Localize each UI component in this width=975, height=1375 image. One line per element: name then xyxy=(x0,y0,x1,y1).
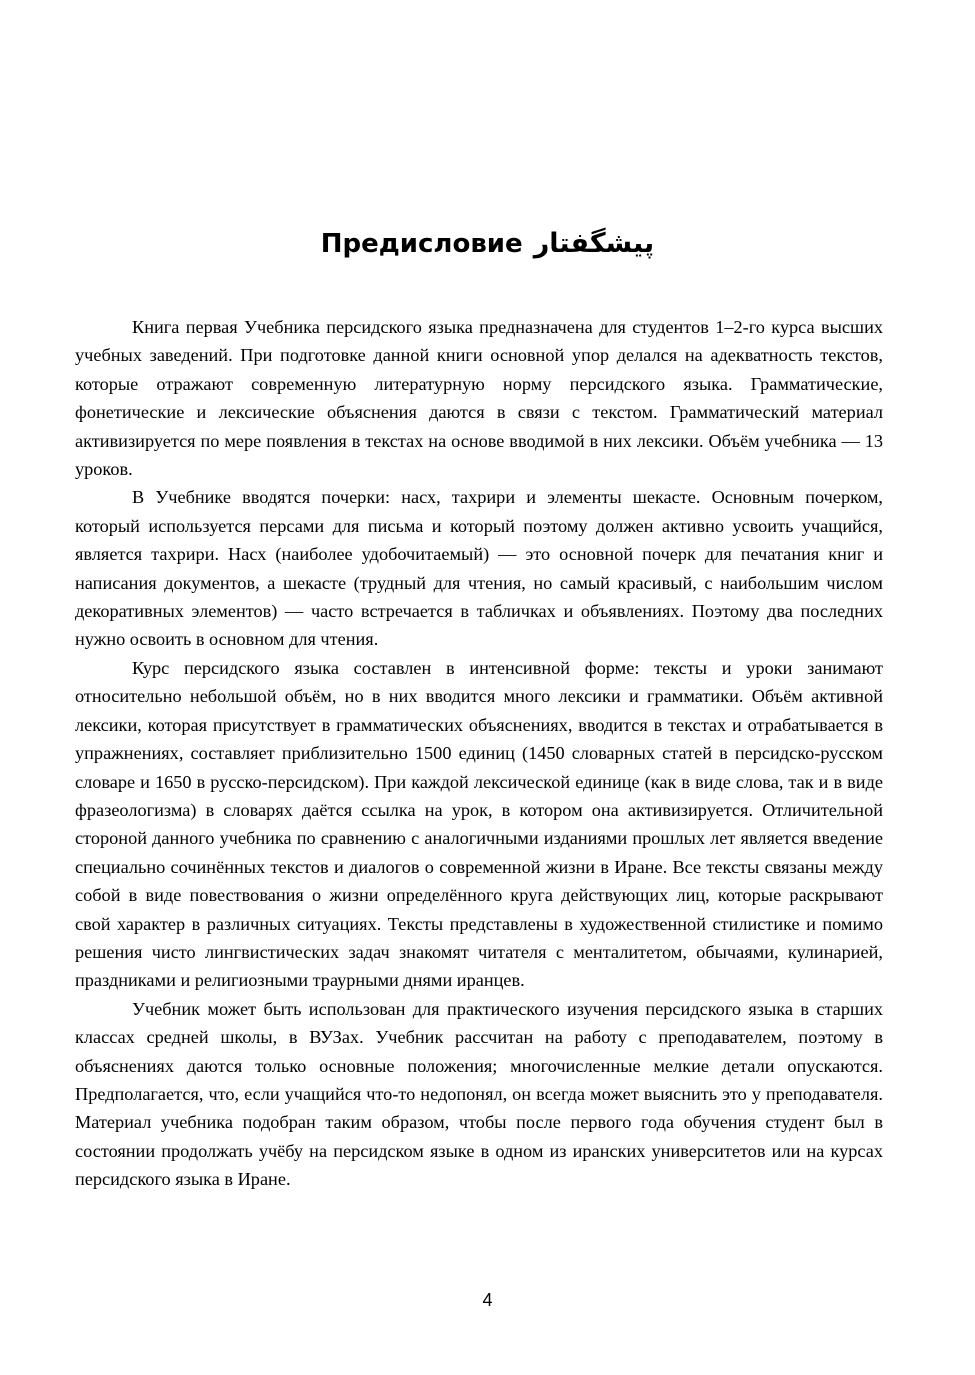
page-title xyxy=(0,224,975,264)
paragraph-usage: Учебник может быть использован для практического изучения персидского языка в старших классах средней школы, в ВУЗах. Учебник рассчитан на работу с преподавателем, поэтому в объяснениях даются только основные положения; многочисленные мелкие детали опускаются. Предполагается, что, если учащийся что-то недопонял, он всегда может выяснить это у преподавателя. Материал учебника подобран таким образом, чтобы после первого года обучения студент был в состоянии продолжать учёбу на персидском языке в одном из иранских университетов или на курсах персидского языка в Иране. xyxy=(75,998,883,1190)
page-number: 4 xyxy=(482,1290,493,1310)
page-title-russian: Предисловие xyxy=(320,229,523,260)
paragraph-intro: Книга первая Учебника персидского языка предназначена для студентов 1–2-го курса высших учебных заведений. При подготовке данной книги основной упор делался на адекватность текстов, которые отражают современную литературную норму персидского языка. Грамматические, фонетические и лексические объяснения даются в связи с текстом. Грамматический материал активизируется по мере появления в текстах на основе вводимой в них лексики. Объём учебника — 13 уроков. xyxy=(75,317,883,480)
page-title-persian: پیشگفتار xyxy=(533,228,655,260)
paragraph-scripts: В Учебнике вводятся почерки: насх, тахрири и элементы шекасте. Основным почерком, который используется персами для письма и который поэтому должен активно усвоить учащийся, является тахрири. Насх (наиболее удобочитаемый) — это основной почерк для печатания книг и написания документов, а шекасте (трудный для чтения, но самый красивый, с наибольшим числом декоративных элементов) — часто встречается в табличках и объявлениях. Поэтому два последних нужно освоить в основном для чтения. xyxy=(75,487,883,650)
body-text xyxy=(75,313,883,1194)
paragraph-course: Курс персидского языка составлен в интенсивной форме: тексты и уроки занимают относительно небольшой объём, но в них вводится много лексики и грамматики. Объём активной лексики, которая присутствует в грамматических объяснениях, вводится в текстах и отрабатывается в упражнениях, составляет приблизительно 1500 единиц (1450 словарных статей в персидско-русском словаре и 1650 в русско-персидском). При каждой лексической единице (как в виде слова, так и в виде фразеологизма) в словарях даётся ссылка на урок, в котором она активизируется. Отличительной стороной данного учебника по сравнению с аналогичными изданиями прошлых лет является введение специально сочинённых текстов и диалогов о современной жизни в Иране. Все тексты связаны между собой в виде повествования о жизни определённого круга действующих лиц, которые раскрывают свой характер в различных ситуациях. Тексты представлены в художественной стилистике и помимо решения чисто лингвистических задач знакомят читателя с менталитетом, обычаями, кулинарией, праздниками и религиозными траурными днями иранцев. xyxy=(75,657,883,991)
